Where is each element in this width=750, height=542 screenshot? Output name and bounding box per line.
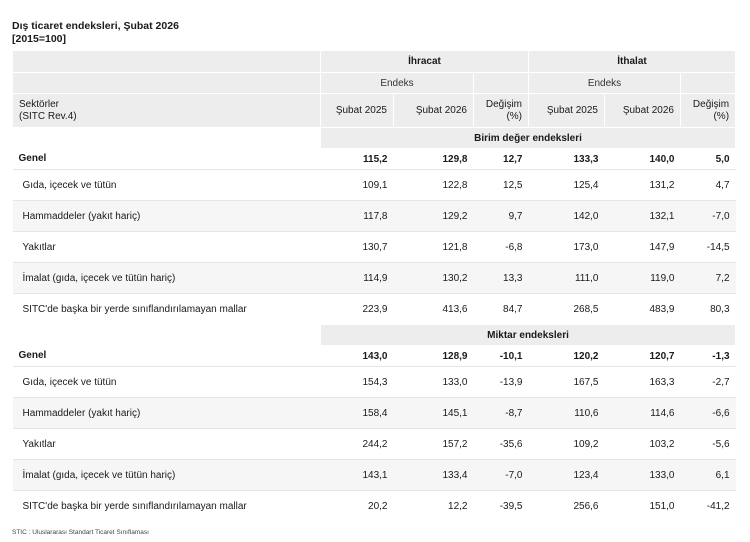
base-year-note: [2015=100] [12, 33, 67, 45]
table-title-block [12, 20, 179, 46]
value-cell: 103,2 [605, 429, 681, 460]
header-import-change [681, 94, 736, 128]
header-import-feb2026: Şubat 2026 [605, 94, 681, 128]
value-cell: 122,8 [394, 170, 474, 201]
section-title: Miktar endeksleri [321, 325, 736, 346]
value-cell: 121,8 [394, 232, 474, 263]
value-cell: 120,2 [573, 350, 599, 362]
row-label: SITC'de başka bir yerde sınıflandırılamayan mallar [13, 491, 321, 522]
table-row [13, 232, 736, 263]
row-label: SITC'de başka bir yerde sınıflandırılamayan mallar [13, 294, 321, 325]
value-cell: 143,0 [362, 350, 388, 362]
value-cell: 119,0 [605, 263, 681, 294]
header-import-feb2025: Şubat 2025 [529, 94, 605, 128]
row-label: Gıda, içecek ve tütün [13, 170, 321, 201]
value-cell: 133,0 [605, 460, 681, 491]
value-cell: 123,4 [529, 460, 605, 491]
value-cell: 132,1 [605, 201, 681, 232]
header-import-endeks: Endeks [529, 73, 681, 94]
header-sector [13, 94, 321, 128]
header-sector-line2: (SITC Rev.4) [19, 110, 77, 122]
value-cell: 133,3 [573, 153, 599, 165]
value-cell: 6,1 [681, 460, 736, 491]
table-row [13, 201, 736, 232]
value-cell: 223,9 [321, 294, 394, 325]
value-cell: 5,0 [715, 153, 730, 165]
value-cell: 111,0 [529, 263, 605, 294]
trade-index-table [12, 50, 736, 522]
value-cell: 128,9 [442, 350, 468, 362]
header-change-line2: (%) [713, 110, 730, 122]
value-cell: -7,0 [474, 460, 529, 491]
table-row [13, 367, 736, 398]
header-blank [681, 73, 736, 94]
header-row-groups [13, 51, 736, 73]
section-header-row [13, 128, 736, 149]
value-cell: 157,2 [394, 429, 474, 460]
value-cell: 483,9 [605, 294, 681, 325]
value-cell: 145,1 [394, 398, 474, 429]
value-cell: -6,6 [681, 398, 736, 429]
value-cell: 84,7 [474, 294, 529, 325]
header-change-line1: Değişim [485, 98, 522, 110]
header-blank [13, 51, 321, 73]
value-cell: 20,2 [321, 491, 394, 522]
value-cell: 268,5 [529, 294, 605, 325]
header-sector-line1: Sektörler [19, 98, 60, 110]
row-label: İmalat (gıda, içecek ve tütün hariç) [13, 263, 321, 294]
value-cell: 256,6 [529, 491, 605, 522]
table-row-total [13, 346, 736, 367]
value-cell: 80,3 [681, 294, 736, 325]
table-row [13, 460, 736, 491]
value-cell: 163,3 [605, 367, 681, 398]
value-cell: 133,4 [394, 460, 474, 491]
value-cell: 109,2 [529, 429, 605, 460]
value-cell: -2,7 [681, 367, 736, 398]
table-title: Dış ticaret endeksleri, Şubat 2026 [12, 20, 179, 32]
value-cell: 167,5 [529, 367, 605, 398]
value-cell: 154,3 [321, 367, 394, 398]
section-blank [13, 325, 321, 346]
header-export-feb2026: Şubat 2026 [394, 94, 474, 128]
header-export: İhracat [321, 51, 529, 73]
value-cell: 147,9 [605, 232, 681, 263]
value-cell: 244,2 [321, 429, 394, 460]
header-row-endeks [13, 73, 736, 94]
value-cell: 9,7 [474, 201, 529, 232]
value-cell: -41,2 [681, 491, 736, 522]
section-blank [13, 128, 321, 149]
value-cell: -14,5 [681, 232, 736, 263]
value-cell: 12,7 [503, 153, 523, 165]
header-import: İthalat [529, 51, 736, 73]
table-row [13, 429, 736, 460]
value-cell: 117,8 [321, 201, 394, 232]
value-cell: 109,1 [321, 170, 394, 201]
value-cell: 114,9 [321, 263, 394, 294]
value-cell: 143,1 [321, 460, 394, 491]
value-cell: 120,7 [649, 350, 675, 362]
footnote: STIC : Uluslararası Standart Ticaret Sınıflaması [12, 529, 149, 536]
value-cell: 142,0 [529, 201, 605, 232]
table-row [13, 294, 736, 325]
value-cell: 173,0 [529, 232, 605, 263]
section-header-row [13, 325, 736, 346]
row-label: Genel [18, 153, 47, 165]
value-cell: -35,6 [474, 429, 529, 460]
value-cell: -6,8 [474, 232, 529, 263]
value-cell: 114,6 [605, 398, 681, 429]
value-cell: 129,2 [394, 201, 474, 232]
value-cell: -8,7 [474, 398, 529, 429]
header-change-line1: Değişim [692, 98, 730, 110]
value-cell: 133,0 [394, 367, 474, 398]
value-cell: -10,1 [499, 350, 523, 362]
header-blank [13, 73, 321, 94]
table-row [13, 170, 736, 201]
value-cell: 110,6 [529, 398, 605, 429]
value-cell: 130,2 [394, 263, 474, 294]
value-cell: 12,2 [394, 491, 474, 522]
row-label: Genel [18, 350, 47, 362]
value-cell: 115,2 [363, 153, 388, 165]
value-cell: 413,6 [394, 294, 474, 325]
table-row [13, 263, 736, 294]
value-cell: -7,0 [681, 201, 736, 232]
value-cell: 129,8 [442, 153, 468, 165]
row-label: İmalat (gıda, içecek ve tütün hariç) [13, 460, 321, 491]
row-label: Gıda, içecek ve tütün [13, 367, 321, 398]
header-export-endeks: Endeks [321, 73, 474, 94]
value-cell: 158,4 [321, 398, 394, 429]
value-cell: 130,7 [321, 232, 394, 263]
value-cell: -39,5 [474, 491, 529, 522]
value-cell: 4,7 [681, 170, 736, 201]
row-label: Yakıtlar [13, 429, 321, 460]
value-cell: -5,6 [681, 429, 736, 460]
value-cell: 125,4 [529, 170, 605, 201]
value-cell: 131,2 [605, 170, 681, 201]
value-cell: -1,3 [712, 350, 730, 362]
value-cell: 13,3 [474, 263, 529, 294]
table-row [13, 491, 736, 522]
table-row-total [13, 149, 736, 170]
value-cell: -13,9 [474, 367, 529, 398]
header-blank [474, 73, 529, 94]
section-title: Birim değer endeksleri [321, 128, 736, 149]
header-change-line2: (%) [506, 110, 522, 122]
table-row [13, 398, 736, 429]
row-label: Hammaddeler (yakıt hariç) [13, 398, 321, 429]
header-row-columns [13, 94, 736, 128]
value-cell: 7,2 [681, 263, 736, 294]
header-export-feb2025: Şubat 2025 [321, 94, 394, 128]
header-export-change [474, 94, 529, 128]
value-cell: 140,0 [649, 153, 675, 165]
row-label: Hammaddeler (yakıt hariç) [13, 201, 321, 232]
row-label: Yakıtlar [13, 232, 321, 263]
value-cell: 12,5 [474, 170, 529, 201]
value-cell: 151,0 [605, 491, 681, 522]
